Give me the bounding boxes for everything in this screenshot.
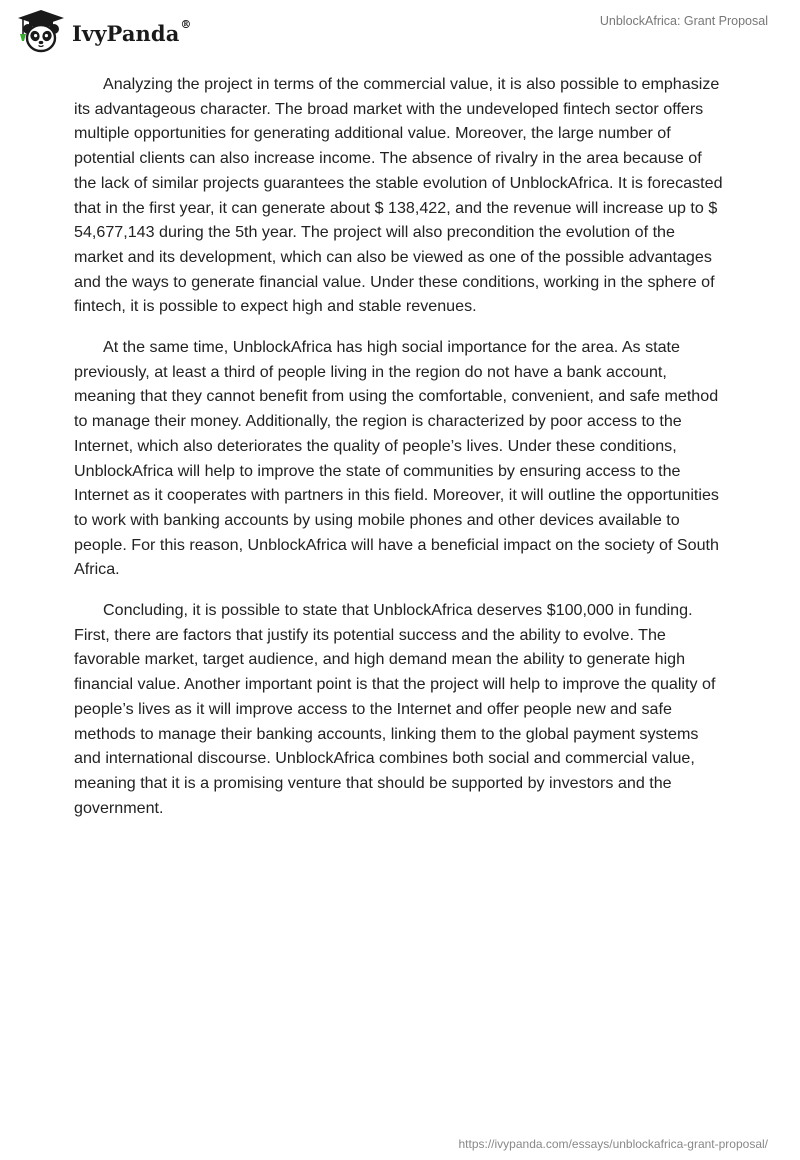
page-header	[0, 0, 800, 60]
essay-body	[74, 72, 726, 836]
registered-mark: ®	[180, 17, 192, 31]
paragraph: Concluding, it is possible to state that UnblockAfrica deserves $100,000 in funding. First, there are factors that justify its potential success and the ability to evolve. The favorable market, target audience, and high demand mean the ability to generate high financial value. Another important point is that the project will help to improve the quality of people’s lives as it will improve access to the Internet and offer people new and safe methods to manage their banking accounts, linking them to the global payment systems and international discourse. UnblockAfrica combines both social and commercial value, meaning that it is a promising venture that should be supported by investors and the government.	[74, 601, 716, 817]
brand-logo[interactable]	[14, 8, 192, 54]
source-url[interactable]: https://ivypanda.com/essays/unblockafrica-grant-proposal/	[458, 1137, 768, 1151]
brand-name-text: IvyPanda	[72, 20, 180, 46]
brand-name	[72, 17, 192, 46]
paragraph: Analyzing the project in terms of the commercial value, it is also possible to emphasize its advantageous character. The broad market with the undeveloped fintech sector offers multiple opportunities for generating additional value. Moreover, the large number of potential clients can also increase income. The absence of rivalry in the area because of the lack of similar projects guarantees the stable evolution of UnblockAfrica. It is forecasted that in the first year, it can generate about $ 138,422, and the revenue will increase up to $ 54,677,143 during the 5th year. The project will also precondition the evolution of the market and its development, which can also be viewed as one of the possible advantages and the ways to generate financial value. Under these conditions, working in the sphere of fintech, it is possible to expect high and stable revenues.	[74, 75, 723, 316]
panda-graduate-icon	[14, 8, 68, 54]
paragraph: At the same time, UnblockAfrica has high social importance for the area. As state previously, at least a third of people living in the region do not have a bank account, meaning that they cannot benefit from using the comfortable, convenient, and safe method to manage their money. Additionally, the region is characterized by poor access to the Internet, which also deteriorates the quality of people’s lives. Under these conditions, UnblockAfrica will help to improve the state of communities by ensuring access to the Internet as it cooperates with partners in this field. Moreover, it will outline the opportunities to work with banking accounts by using mobile phones and other devices available to people. For this reason, UnblockAfrica will have a beneficial impact on the society of South Africa.	[74, 338, 719, 579]
document-title: UnblockAfrica: Grant Proposal	[599, 14, 768, 28]
